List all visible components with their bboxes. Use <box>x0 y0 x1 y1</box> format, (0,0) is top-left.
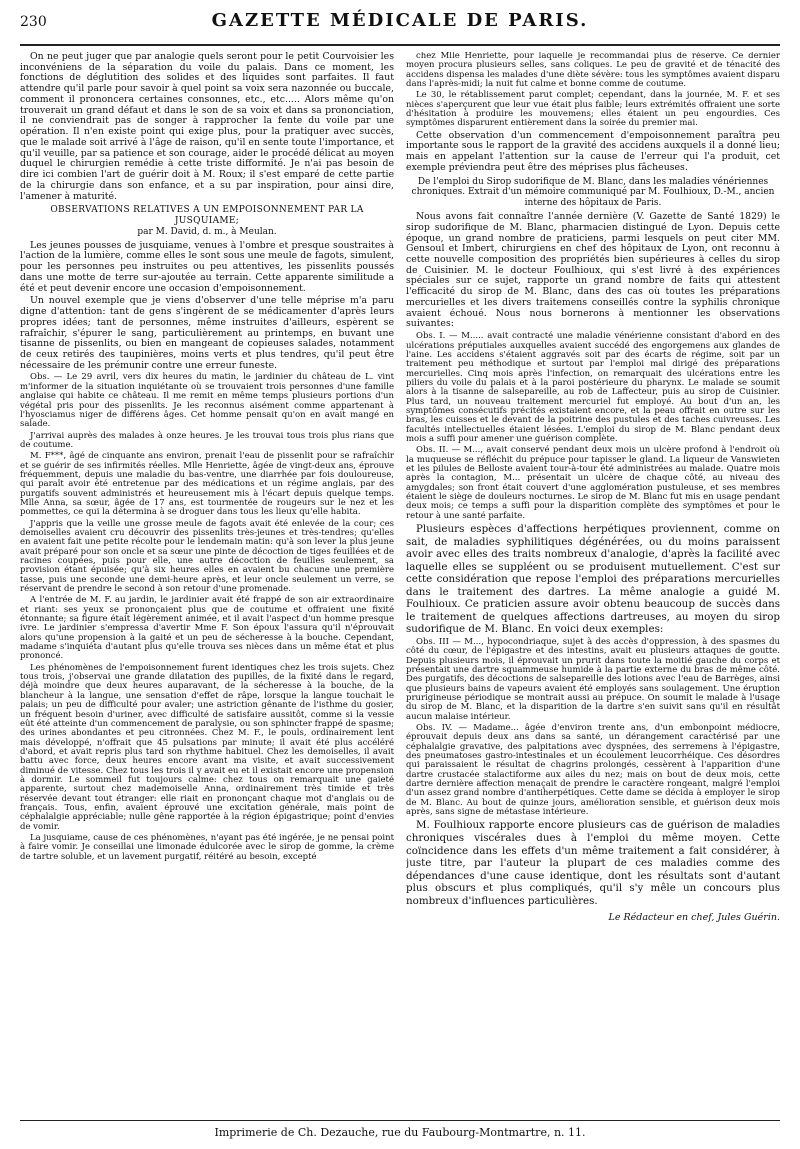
observation-paragraph: Les phénomènes de l'empoisonnement furent identiques chez les trois sujets. Chez tous trois, j'observai une grande dilatation des pupilles, de la fixité dans le regard, déjà moindre que deux heures auparavant, de la sécheresse à la bouche, de la blancheur à la langue, une sensation d'effet de râpe, lorsque la langue touchait le palais; un peu de difficulté pour avaler; une astriction gênante de l'isthme du gosier, un fréquent besoin d'uriner, avec difficulté de satisfaire aussitôt, comme si la vessie eût été atteinte d'un commencement de paralysie, ou son sphincter frappé de spasme; des urines abondantes et peu citronnées. Chez M. F., le pouls, ordinairement lent mais développé, n'offrait que 45 pulsations par minute; il avait été plus accéléré d'abord, et avait repris plus tard son rhythme habituel. Chez les demoiselles, il avait battu avec force, deux heures encore avant ma visite, et avait successivement diminué de vitesse. Chez tous les trois il y avait eu et il existait encore une propension à dormir. Le sommeil fut toujours calme: chez tous on remarquait une gaieté apparente, surtout chez mademoiselle Anna, ordinairement très timide et très réservée devant tout étranger: elle riait en prononçant chaque mot d'anglais ou de français. Tous, enfin, avaient éprouvé une excitation générale, mais point de céphalalgie appréciable; nulle gêne rapportée à la région épigastrique; point d'envies de vomir. <box>20 662 394 832</box>
printer-imprint: Imprimerie de Ch. Dezauche, rue du Faubourg-Montmartre, n. 11. <box>20 1120 780 1139</box>
section-heading-sirop: De l'emploi du Sirop sudorifique de M. Blanc, dans les maladies vénériennes chroniques. Extrait d'un mémoire communiqué par M. Foulhioux, D.-M., ancien interne des hôpitaux de Paris. <box>411 176 775 209</box>
section-author: par M. David, d. m., à Meulan. <box>137 226 277 237</box>
article-paragraph: M. Foulhioux rapporte encore plusieurs cas de guérison de maladies chroniques viscérales dues à l'emploi du même moyen. Cette coïncidence dans les effets d'un même traitement a fait considérer, à juste titre, par l'auteur la plupart de ces maladies comme des dépendances d'une cause identique, dont les résultats sont d'autant plus obscurs et plus compliqués, qu'il s'y mêle un concours plus nombreux d'influences particulières. <box>406 819 780 907</box>
section-heading-jusquiame <box>20 205 394 237</box>
observation-paragraph: Obs. IV. — Madame... âgée d'environ trente ans, d'un embonpoint médiocre, éprouvait depuis deux ans dans sa santé, un dérangement caractérisé par une céphalalgie gravative, des palpitations avec dyspnées, des serremens à l'épigastre, des pneumatoses gastro-intestinales et un écoulement leucorrhéique. Ces désordres qui paraissaient le résultat de chagrins prolongés, cessèrent à l'apparition d'une dartre crustacée stalactiforme aux ailes du nez; mais on bout de deux mois, cette dartre dernière affection menaçait de prendre le caractère rongeant, malgré l'emploi d'un assez grand nombre d'antiherpétiques. Cette dame se décida à employer le sirop de M. Blanc. Au bout de quinze jours, amélioration sensible, et guérison deux mois après, sans signe de métastase intérieure. <box>406 723 780 818</box>
observation-paragraph: Obs. III — M..., hypocondriaque, sujet à des accès d'oppression, à des spasmes du côté du cœur, de l'épigastre et des intestins, avait eu plusieurs attaques de goutte. Depuis plusieurs mois, il éprouvait un prurit dans toute la moitié gauche du corps et présentait une dartre squammeuse humide à la partie externe du bras de même côté. Des purgatifs, des décoctions de salsepareille des lotions avec l'eau de Barrèges, ainsi que plusieurs bains de vapeurs avaient été employés sans soulagement. Une éruption prurigineuse périodique se montrait aussi au prépuce. On soumit le malade à l'usage du sirop de M. Blanc, et la disparition de la dartre s'en suivit sans qu'il en résultât aucun malaise intérieur. <box>406 636 780 722</box>
article-paragraph: Les jeunes pousses de jusquiame, venues à l'ombre et presque soustraites à l'action de la lumière, comme elles le sont sous une meule de fagots, simulent, pour les personnes peu instruites ou peu attentives, les pissenlits poussés dans une motte de terre sur-ajoutée au terrain. Cette apparente similitude a été et peut devenir encore une occasion d'empoisonnement. <box>20 239 394 294</box>
two-column-body <box>20 52 780 1114</box>
observation-paragraph: J'appris que la veille une grosse meule de fagots avait été enlevée de la cour; ces demoiselles avaient cru découvrir des pissenlits très-jeunes et très-tendres; qu'elles en avaient fait une petite récolte pour le lendemain matin: qu'à son lever la plus jeune avait préparé pour son oncle et sa sœur une pinte de décoction de tiges feuillées et de racines coupées, puis pour elle, une autre décoction de feuilles seulement, sa provision étant épuisée; qu'à six heures elles en avaient bu chacune une première tasse, puis une seconde une demi-heure après, et leur oncle seulement un verre, se réservant de prendre le second à son retour d'une promenade. <box>20 518 394 595</box>
journal-title: GAZETTE MÉDICALE DE PARIS. <box>211 10 589 31</box>
right-column <box>406 52 780 1114</box>
article-paragraph: Cette observation d'un commencement d'empoisonnement paraîtra peu importante sous le rapport de la gravité des accidens auxquels il a donné lieu; mais en appelant l'attention sur la cause de l'erreur qui l'a produit, cet exemple préviendra peut être des méprises plus fâcheuses. <box>406 129 780 173</box>
page-header <box>20 10 780 40</box>
observation-paragraph: J'arrivai auprès des malades à onze heures. Je les trouvai tous trois plus rians que de coutume. <box>20 430 394 450</box>
intro-paragraph: On ne peut juger que par analogie quels seront pour le petit Courvoisier les inconvéniens de la séparation du voile du palais. Dans ce moment, les fonctions de déglutition des solides et des liquides sont parfaites. Il faut attendre qu'il parle pour savoir à quel point sa voix sera nazonnée ou buccale, comment il prononcera certaines consonnes, etc., etc..... Alors même qu'on trouverait un grand défaut et dans le son de sa voix et dans sa prononciation, il ne conviendrait pas de songer à rapprocher la fente du voile par une opération. Il n'en existe point qui exige plus, pour la pratiquer avec succès, que le malade soit arrivé à l'âge de raison, qu'il en sente toute l'importance, et qu'il veuille, par sa patience et son courage, aider le procédé délicat au moyen duquel le chirurgien remédie à cette triste difformité. Je n'ai pas besoin de dire ici combien l'art de guérir doit à M. Roux; il s'est emparé de cette partie de la chirurgie dans son enfance, et a su par inspiration, pour ainsi dire, l'amener à maturité. <box>20 52 394 202</box>
article-paragraph: Nous avons fait connaître l'année dernière (V. Gazette de Santé 1829) le sirop sudorifique de M. Blanc, pharmacien distingué de Lyon. Depuis cette époque, un grand nombre de praticiens, parmi lesquels on peut citer MM. Gensoul et Imbert, chirurgiens en chef des hôpitaux de Lyon, ont reconnu à cette nouvelle composition des propriétés bien supérieures à celles du sirop de Cuisinier. M. le docteur Foulhioux, qui s'est livré à des expériences spéciales sur ce sujet, rapporte un grand nombre de faits qui attestent l'efficacité du sirop de M. Blanc, dans des cas où toutes les préparations mercurielles et les divers traitemens conseillés contre la syphilis chronique avaient échoué. Nous nous bornerons à mentionner les observations suivantes: <box>406 211 780 330</box>
observation-paragraph: La jusquiame, cause de ces phénomènes, n'ayant pas été ingérée, je ne pensai point à faire vomir. Je conseillai une limonade édulcorée avec le sirop de gomme, la crème de tartre soluble, et un lavement purgatif, réitéré au besoin, excepté <box>20 832 394 862</box>
article-paragraph: Plusieurs espèces d'affections herpétiques proviennent, comme on sait, de maladies syphilitiques dégénérées, ou du moins paraissent avoir avec elles des traits nombreux d'analogie, d'après la facilité avec laquelle elles se suppléent ou se produisent mutuellement. C'est sur cette considération que repose l'emploi des préparations mercurielles dans le traitement des dartres. La même analogie a guidé M. Foulhioux. Ce praticien assure avoir obtenu beaucoup de succès dans le traitement de quelques affections dartreuses, au moyen du sirop sudorifique de M. Blanc. En voici deux exemples: <box>406 523 780 636</box>
page-number: 230 <box>20 14 47 30</box>
header-rule <box>20 44 780 46</box>
section-title: OBSERVATIONS RELATIVES A UN EMPOISONNEMENT PAR LA JUSQUIAME; <box>50 205 364 227</box>
observation-paragraph: Obs. — Le 29 avril, vers dix heures du matin, le jardinier du château de L. vint m'informer de la situation inquiétante où se trouvaient trois personnes d'une famille anglaise qui habite ce château. Il me remit en même temps plusieurs portions d'un végétal pris pour des pissenlits. Je les reconnus aisément comme appartenant à l'hyosciamus niger de différens âges. Cet homme pensait qu'on en avait mangé en salade. <box>20 372 394 430</box>
observation-paragraph: Obs. I. — M..... avait contracté une maladie vénérienne consistant d'abord en des ulcérations préputiales auxquelles avaient succédé des engorgemens aux glandes de l'aine. Les accidens s'étaient aggravés soit par des écarts de régime, soit par un traitement peu méthodique et surtout par l'emploi mal dirigé des préparations mercurielles. Cinq mois après l'infection, on remarquait des ulcérations entre les piliers du voile du palais et à la paroi postérieure du pharynx. Le malade se soumit alors à la tisanne de salsepareille, au rob de Laffecteur, puis au sirop de Cuisinier. Plus tard, un nouveau traitement mercuriel fut employé. Au bout d'un an, les symptômes consécutifs précités existaient encore, et la peau offrait en outre sur les bras, les cuisses et le devant de la poitrine des pustules et des taches cuivreuses. Les facultés intellectuelles étaient lésées. L'emploi du sirop de M. Blanc pendant deux mois a suffi pour amener une guérison complète. <box>406 331 780 444</box>
observation-paragraph: M. F***, âgé de cinquante ans environ, prenait l'eau de pissenlit pour se rafraîchir et se guérir de ses infirmités réelles. Mlle Henriette, âgée de vingt-deux ans, éprouve fréquemment, depuis une maladie du bas-ventre, une diarrhée par fois douloureuse, qui paraît avoir été entretenue par des médications et un régime anglais, par des purgatifs souvent administrés et heureusement mis à l'écart depuis quelque temps. Mlle Anna, sa sœur, âgée de 17 ans, est tourmentée de rougeurs sur le nez et les pommettes, ce qui la détermina à se droguer dans tous les lieux qu'elle habita. <box>20 451 394 518</box>
observation-paragraph: Obs. II. — M..., avait conservé pendant deux mois un ulcère profond à l'endroit où la muqueuse se réfléchit du prépuce pour tapisser le gland. La liqueur de Vanswieten et les pilules de Belloste avaient tour-à-tour été administrées au malade. Quatre mois après la contagion, M... présentait un ulcère de chaque côté, au niveau des amygdales; son front était couvert d'une agglomération pustuleuse, et ses membres étaient le siège de douleurs nocturnes. Le sirop de M. Blanc fut mis en usage pendant deux mois; ce temps a suffi pour la disparition complète des symptômes et pour le retour à une santé parfaite. <box>406 445 780 521</box>
observation-paragraph: Le 30, le rétablissement parut complet; cependant, dans la journée, M. F. et ses nièces s'aperçurent que leur vue était plus faible; leurs extrémités offraient une sorte d'hésitation à produire les mouvemens; elles étaient un peu engourdies. Ces symptômes disparurent entièrement dans la soirée du premier mai. <box>406 90 780 129</box>
left-column <box>20 52 394 1114</box>
editor-signature: Le Rédacteur en chef, Jules Guérin. <box>608 912 780 924</box>
article-paragraph: Un nouvel exemple que je viens d'observer d'une telle méprise m'a paru digne d'attention: tant de gens s'ingèrent de se médicamenter d'après leurs propres idées; tant de personnes, même instruites d'ailleurs, espèrent se rafraîchir, s'épurer le sang, particulièrement au printemps, en buvant une tisanne de pissenlits, ou bien en mangeant de copieuses salades, notamment de ceux retirés des taupinières, moins verts et plus tendres, qu'il peut être nécessaire de les prémunir contre une erreur funeste. <box>20 295 394 371</box>
observation-paragraph: chez Mlle Henriette, pour laquelle je recommandai plus de réserve. Ce dernier moyen procura plusieurs selles, sans coliques. Le peu de gravité et de ténacité des accidens dispensa les malades d'une diète sévère: tous les symptômes avaient disparu dans l'après-midi; la nuit fut calme et bonne comme de coutume. <box>406 52 780 90</box>
observation-paragraph: A l'entrée de M. F. au jardin, le jardinier avait été frappé de son air extraordinaire et riant: ses yeux se prononçaient plus que de coutume et offraient une fixité étonnante; sa figure était légèrement animée, et il avait l'aspect d'un homme presque ivre. Le jardinier s'empressa d'avertir Mme F. Son époux l'assura qu'il n'éprouvait alors qu'une propension à la gaité et un peu de sécheresse à la bouche. Cependant, madame s'inquiéta d'autant plus qu'elle trouva ses nièces dans un même état et plus prononcé. <box>20 595 394 662</box>
